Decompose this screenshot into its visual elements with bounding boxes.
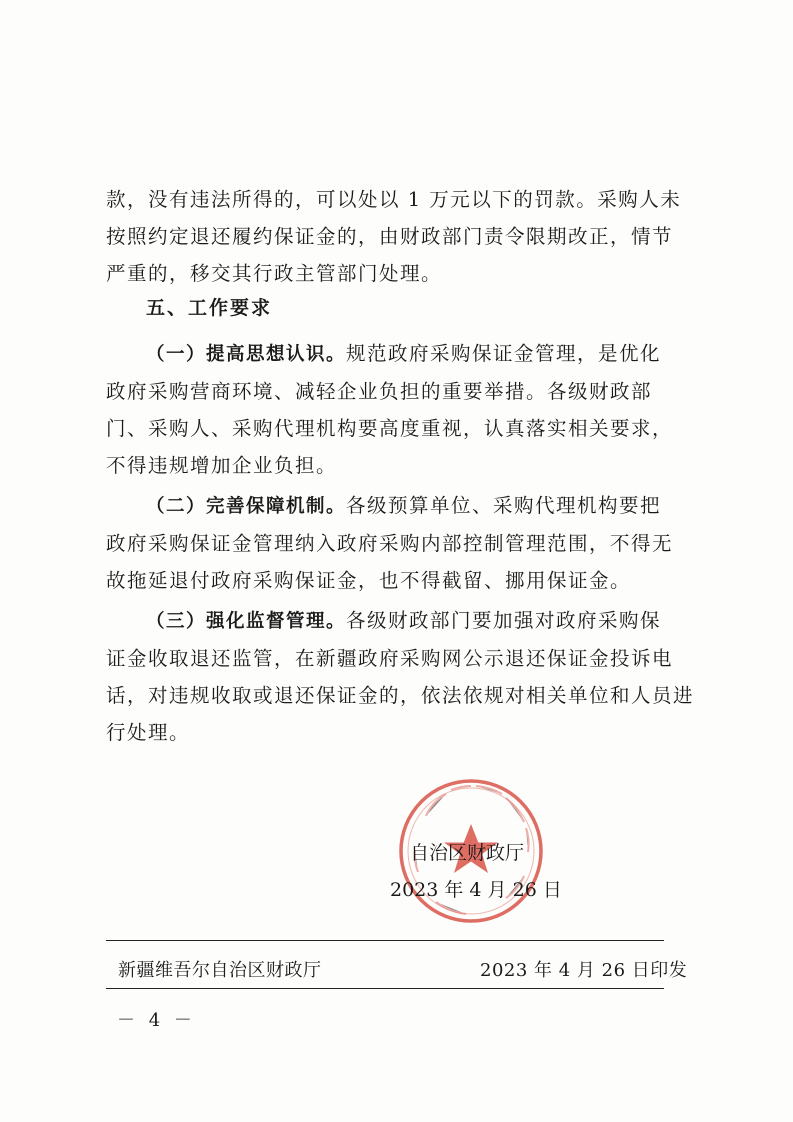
- paragraph-item-1: [106, 335, 690, 484]
- footer-rule-top: [106, 940, 664, 941]
- paragraph-penalty: [106, 181, 690, 292]
- text-line: 政府采购保证金管理纳入政府采购内部控制管理范围，不得无: [106, 532, 674, 555]
- item-title: （一）提高思想认识。: [146, 344, 347, 365]
- footer-issuer: 新疆维吾尔自治区财政厅: [118, 960, 322, 981]
- text-line: 故拖延退付政府采购保证金，也不得截留、挪用保证金。: [106, 569, 632, 592]
- text-line: 按照约定退还履约保证金的，由财政部门责令限期改正，情节: [106, 225, 674, 248]
- item-title: （三）强化监督管理。: [146, 611, 347, 632]
- text-line: 行处理。: [106, 721, 191, 744]
- paragraph-item-2: [106, 487, 690, 599]
- text-line: 不得违规增加企业负担。: [106, 454, 338, 477]
- item-text: 规范政府采购保证金管理，是优化: [346, 342, 662, 365]
- text-line: 严重的，移交其行政主管部门处理。: [106, 262, 443, 285]
- item-text: 各级财政部门要加强对政府采购保: [346, 609, 662, 632]
- item-text: 各级预算单位、采购代理机构要把: [346, 494, 662, 517]
- signature-organization: 自治区财政厅: [410, 842, 525, 864]
- text-line: 证金收取退还监管，在新疆政府采购网公示退还保证金投诉电: [106, 647, 674, 670]
- page-number: － 4 －: [117, 1010, 196, 1031]
- text-line: 政府采购营商环境、减轻企业负担的重要举措。各级财政部: [106, 380, 653, 403]
- signature-date: 2023 年 4 月 26 日: [390, 879, 562, 901]
- text-line: [106, 487, 690, 525]
- text-line: 款，没有违法所得的，可以处以 1 万元以下的罚款。采购人未: [106, 188, 682, 211]
- paragraph-item-3: [106, 602, 695, 751]
- item-title: （二）完善保障机制。: [146, 496, 347, 517]
- text-line: [106, 335, 690, 373]
- section-heading: 五、工作要求: [146, 297, 273, 319]
- footer-rule-bottom: [106, 988, 664, 989]
- footer-issue-date: 2023 年 4 月 26 日印发: [480, 960, 688, 981]
- text-line: [106, 602, 690, 640]
- text-line: 门、采购人、采购代理机构要高度重视，认真落实相关要求，: [106, 417, 674, 440]
- text-line: 话，对违规收取或退还保证金的，依法依规对相关单位和人员进: [106, 684, 695, 707]
